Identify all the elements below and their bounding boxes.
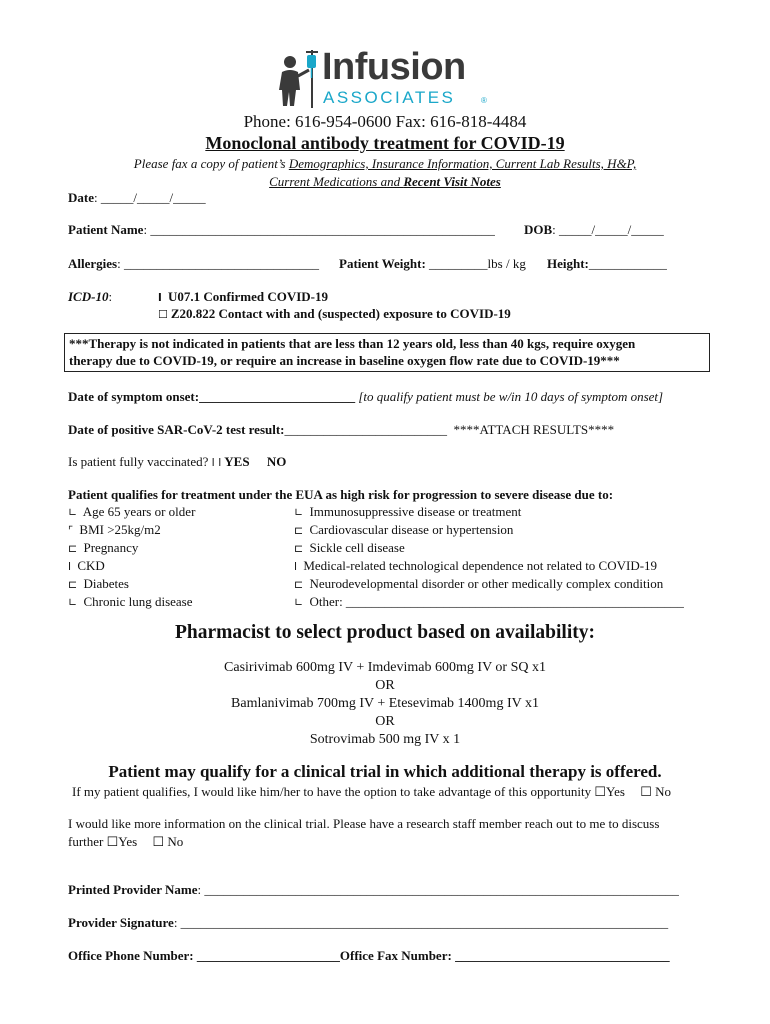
icd-option-u071[interactable] <box>158 289 328 305</box>
risk-label: Medical-related technological dependence not related to COVID-19 <box>303 558 658 573</box>
checkbox-icon[interactable]: ⊏ <box>294 578 304 591</box>
test-result-blank: _________________________ <box>284 422 448 437</box>
weight-label: Patient Weight: <box>339 256 430 271</box>
qualifies-heading: Patient qualifies for treatment under the EUA as high risk for progression to severe disease due to: <box>68 487 614 502</box>
dob-label: DOB <box>524 222 553 237</box>
provider-name-field[interactable] <box>68 882 679 898</box>
icd-option-z20822[interactable] <box>158 306 511 322</box>
vaccinated-question: Is patient fully vaccinated? <box>68 454 209 469</box>
warning-line-2: therapy due to COVID-19, or require an increase in baseline oxygen flow rate due to COVID-19*** <box>69 353 620 368</box>
date-label: Date <box>68 190 94 205</box>
test-result-field[interactable] <box>68 422 614 438</box>
symptom-onset-field[interactable] <box>68 389 663 405</box>
checkbox-icon[interactable]: ∟ <box>68 596 78 609</box>
office-contact-field[interactable] <box>68 948 670 964</box>
warning-line-1: ***Therapy is not indicated in patients that are less than 12 years old, less than 40 kgs, require oxygen <box>69 336 636 351</box>
height-label: Height: <box>547 256 589 271</box>
product-option-1: Casirivimab 600mg IV + Imdevimab 600mg IV or SQ x1 <box>224 660 546 675</box>
height-blank: ____________ <box>588 256 667 271</box>
risk-label: BMI >25kg/m2 <box>79 522 161 537</box>
test-result-note: ****ATTACH RESULTS**** <box>453 422 615 437</box>
logo-word: Infusion <box>322 46 466 88</box>
risk-right-2[interactable] <box>294 540 405 556</box>
patient-name-field[interactable] <box>68 222 495 238</box>
risk-right-4[interactable] <box>294 576 663 592</box>
provider-name-blank: : _________________________________________________________________________ <box>197 882 679 897</box>
allergies-label: Allergies <box>68 256 118 271</box>
symptom-onset-note: [to qualify patient must be w/in 10 days of symptom onset] <box>358 389 664 404</box>
risk-right-3[interactable] <box>294 558 657 574</box>
page-title: Monoclonal antibody treatment for COVID-19 <box>205 133 565 153</box>
instruction-prefix: Please fax a copy of patient’s <box>133 156 289 171</box>
test-result-label: Date of positive SAR-CoV-2 test result: <box>68 422 285 437</box>
contact-line: Phone: 616-954-0600 Fax: 616-818-4484 <box>243 112 527 131</box>
risk-label: Pregnancy <box>83 540 139 555</box>
icd-option-label: Z20.822 Contact with and (suspected) exposure to COVID-19 <box>170 306 511 321</box>
date-blank: : _____/_____/_____ <box>94 190 206 205</box>
checkbox-icon[interactable]: ⊏ <box>294 524 304 537</box>
provider-name-label: Printed Provider Name <box>68 882 198 897</box>
icd-label-colon: : <box>108 289 113 304</box>
product-option-3: Sotrovimab 500 mg IV x 1 <box>309 732 461 747</box>
symptom-onset-blank: ________________________ <box>199 389 356 404</box>
trial-no-checkbox[interactable]: ☐ No <box>640 784 672 799</box>
office-fax-label: Office Fax Number: <box>339 948 456 963</box>
icd-label-text: ICD-10 <box>68 289 109 304</box>
vaccinated-checkbox-icon[interactable]: l l <box>211 456 222 469</box>
vaccinated-no[interactable]: NO <box>266 454 287 469</box>
more-info-line-1: I would like more information on the clinical trial. Please have a research staff member reach out to me to discuss <box>68 816 660 831</box>
checkbox-icon[interactable]: ⌜ <box>68 524 74 537</box>
risk-label: CKD <box>77 558 105 573</box>
risk-left-0[interactable] <box>68 504 195 520</box>
more-info-prefix: further <box>68 834 107 849</box>
trial-yes-checkbox[interactable]: ☐Yes <box>594 784 625 799</box>
patient-name-label: Patient Name <box>68 222 144 237</box>
vaccinated-yes[interactable]: YES <box>224 454 250 469</box>
risk-right-5[interactable] <box>294 594 684 610</box>
risk-label: Chronic lung disease <box>83 594 193 609</box>
dob-blank: : _____/_____/_____ <box>552 222 664 237</box>
icd-label <box>68 289 112 305</box>
provider-signature-blank: : ___________________________________________________________________________ <box>173 915 669 930</box>
risk-left-5[interactable] <box>68 594 193 610</box>
vaccinated-field[interactable] <box>68 454 286 470</box>
date-field[interactable] <box>68 190 206 206</box>
risk-label: Other: ____________________________________________________ <box>309 594 684 609</box>
more-info-yes-checkbox[interactable]: ☐Yes <box>106 834 138 849</box>
checkbox-icon[interactable]: ⊏ <box>68 542 78 555</box>
checkbox-icon[interactable]: l <box>68 560 72 573</box>
product-or-1: OR <box>375 678 395 693</box>
checkbox-icon[interactable]: ∟ <box>294 596 304 609</box>
checkbox-icon[interactable]: ⊏ <box>294 542 304 555</box>
risk-label: Sickle cell disease <box>309 540 405 555</box>
logo-registered-mark: ® <box>481 96 487 105</box>
trial-heading: Patient may qualify for a clinical trial in which additional therapy is offered. <box>108 762 662 781</box>
risk-left-4[interactable] <box>68 576 129 592</box>
warning-box <box>64 333 710 372</box>
risk-right-0[interactable] <box>294 504 521 520</box>
patient-name-blank: : _____________________________________________________ <box>143 222 495 237</box>
pharmacist-heading: Pharmacist to select product based on availability: <box>175 622 595 643</box>
office-fax-blank: _________________________________ <box>455 948 670 963</box>
dob-field[interactable] <box>524 222 664 238</box>
instruction-link: Demographics, Insurance Information, Current Lab Results, H&P, <box>288 156 637 171</box>
symptom-onset-label: Date of symptom onset: <box>68 389 200 404</box>
weight-field[interactable] <box>339 256 526 272</box>
risk-label: Age 65 years or older <box>82 504 196 519</box>
provider-signature-label: Provider Signature <box>68 915 174 930</box>
office-phone-label: Office Phone Number: <box>68 948 197 963</box>
instruction-line-2 <box>0 174 770 190</box>
icd-option-label: U07.1 Confirmed COVID-19 <box>168 289 328 304</box>
checkbox-icon[interactable]: ⊏ <box>68 578 78 591</box>
logo <box>276 46 496 112</box>
weight-blank: _________lbs / kg <box>429 256 526 271</box>
risk-label: Cardiovascular disease or hypertension <box>309 522 514 537</box>
more-info-no-checkbox[interactable]: ☐ No <box>152 834 184 849</box>
risk-label: Immunosuppressive disease or treatment <box>309 504 522 519</box>
risk-left-2[interactable] <box>68 540 138 556</box>
logo-sub: ASSOCIATES <box>323 88 456 107</box>
provider-signature-field[interactable] <box>68 915 668 931</box>
height-field[interactable] <box>547 256 667 272</box>
product-option-2: Bamlanivimab 700mg IV + Etesevimab 1400mg IV x1 <box>231 696 539 711</box>
more-info-line-2[interactable] <box>68 834 183 850</box>
checkbox-icon[interactable]: ☐ <box>158 308 168 321</box>
trial-option[interactable] <box>72 784 671 800</box>
instruction-line-1 <box>0 156 770 172</box>
risk-left-1[interactable] <box>68 522 161 538</box>
checkbox-icon[interactable]: ∟ <box>68 506 78 519</box>
checkbox-icon[interactable]: l <box>294 560 298 573</box>
risk-label: Diabetes <box>83 576 129 591</box>
infusion-logo-icon <box>276 48 322 110</box>
instruction-part-a: Current Medications and <box>269 174 404 189</box>
risk-right-1[interactable] <box>294 522 513 538</box>
checkbox-icon[interactable]: l <box>158 291 162 304</box>
checkbox-icon[interactable]: ∟ <box>294 506 304 519</box>
trial-option-text: If my patient qualifies, I would like him/her to have the option to take advantage of this opportunity <box>72 784 592 799</box>
product-or-2: OR <box>375 714 395 729</box>
office-phone-blank: ______________________ <box>196 948 340 963</box>
risk-label: Neurodevelopmental disorder or other medically complex condition <box>309 576 664 591</box>
risk-left-3[interactable] <box>68 558 105 574</box>
instruction-part-b: Recent Visit Notes <box>403 174 501 189</box>
allergies-blank: : ______________________________ <box>117 256 319 271</box>
allergies-field[interactable] <box>68 256 319 272</box>
